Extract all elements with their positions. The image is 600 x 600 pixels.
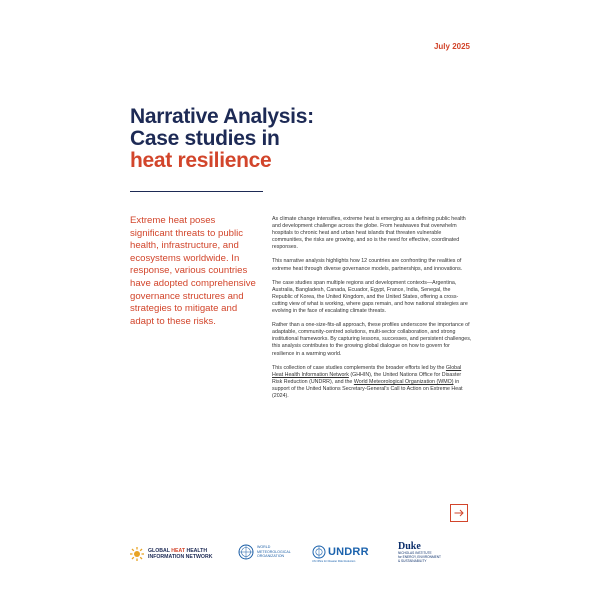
body-paragraph-4: Rather than a one-size-fits-all approach, these profiles underscore the importance of adaptable, community-centred solutions, multi-sector collaboration, and strong institutional frameworks. By capturing lessons, successes, and persistent challenges, this analysis contributes to the growing global dialogue on how to govern for resilience in a warming world. (272, 322, 472, 357)
body-text (272, 216, 472, 407)
wmo-logo: WORLD METEOROLOGICAL ORGANIZATION (238, 544, 291, 560)
body-paragraph-1: As climate change intensifies, extreme heat is emerging as a defining public health and development challenge across the globe. From heatwaves that overwhelm hospitals to chronic heat and urban heat islands that threaten vulnerable communities, the risks are growing, and so is the need for effective, coordinated responses. (272, 216, 466, 251)
wmo-link[interactable]: World Meteorological Organization (WMO) (353, 378, 454, 385)
body-paragraph-2: This narrative analysis highlights how 12 countries are confronting the realities of extreme heat through diverse governance models, partnerships, and innovations. (272, 258, 463, 272)
title-line-3: heat resilience (130, 149, 272, 172)
page-title (130, 106, 314, 172)
next-page-button[interactable] (450, 504, 468, 522)
title-line-1: Narrative Analysis: (130, 105, 314, 128)
undrr-logo: UNDRR UN Office for Disaster Risk Reduction (312, 546, 369, 563)
partner-logos (130, 540, 475, 580)
lead-paragraph: Extreme heat poses significant threats to public health, infrastructure, and ecosystems worldwide. In response, various countries have adopted comprehensive governance structures and strategies to mitigate and adapt to these risks. (130, 215, 256, 327)
duke-nicholas-institute-logo: Duke NICHOLAS INSTITUTE for ENERGY, ENVIRONMENT & SUSTAINABILITY (398, 541, 441, 563)
publication-date: July 2025 (433, 42, 470, 51)
body-paragraph-5: This collection of case studies complements the broader efforts led by the Global Heat Health Information Network (GHHIN), the United Nations Office for Disaster Risk Reduction (UNDRR), and the World Meteorological Organization (WMO) in support of the United Nations Secretary-General's Call to Action on Extreme Heat (2024). (272, 364, 463, 399)
title-line-2: Case studies in (130, 127, 280, 150)
sun-icon (130, 547, 144, 561)
ghhin-logo: GLOBAL HEAT HEALTH INFORMATION NETWORK (130, 547, 212, 561)
body-paragraph-3: The case studies span multiple regions and development contexts—Argentina, Australia, Bangladesh, Canada, Ecuador, Egypt, France, India, Senegal, the Republic of Korea, the United Kingdom, and the United States, offering a cross-cutting view of what is working, where gaps remain, and how national strategies are evolving in the face of escalating climate threats. (272, 279, 468, 315)
ghhin-link[interactable]: Global Heat Health Information Network (272, 364, 462, 378)
globe-emblem-icon (238, 544, 254, 560)
un-emblem-icon (312, 545, 326, 559)
title-divider (130, 191, 263, 192)
arrow-right-icon (454, 509, 464, 517)
